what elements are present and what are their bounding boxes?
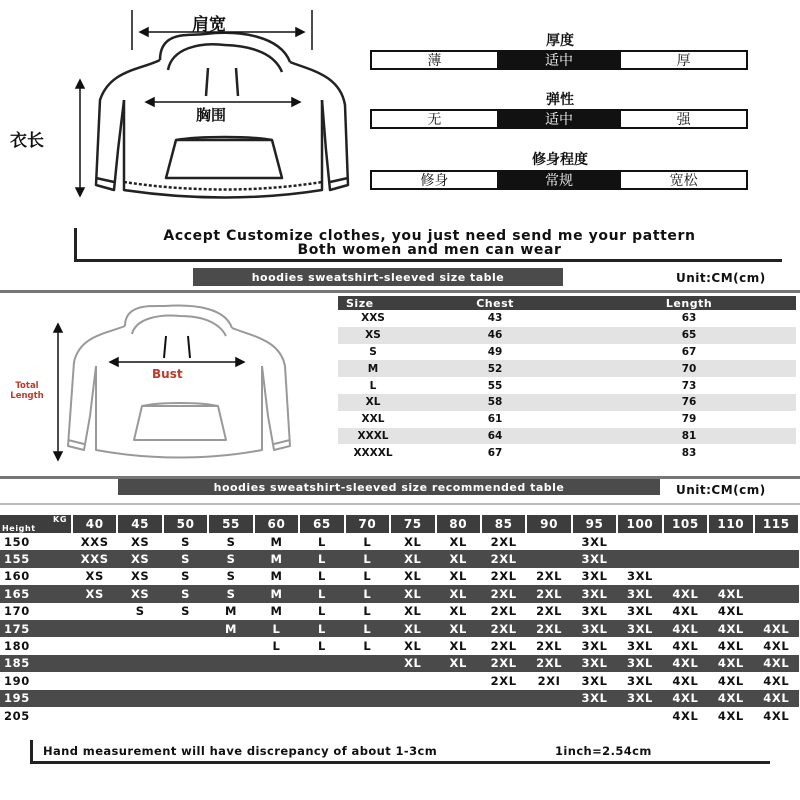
recommended-size-cell — [345, 707, 390, 724]
bust-label: Bust — [152, 367, 183, 381]
inch-conversion: 1inch=2.54cm — [555, 744, 652, 758]
recommended-size-cell: L — [345, 620, 390, 637]
recommended-size-cell — [72, 655, 117, 672]
recommended-size-cell: XL — [390, 533, 435, 550]
weight-header: 115 — [754, 515, 799, 533]
recommended-size-cell — [708, 533, 753, 550]
height-cell: 190 — [0, 672, 72, 689]
recommended-size-cell: 2XI — [526, 672, 571, 689]
recommended-size-cell: XS — [117, 550, 162, 567]
recommended-row — [0, 568, 799, 585]
recommended-size-cell — [526, 707, 571, 724]
recommended-size-cell: 2XL — [481, 533, 526, 550]
discrepancy-note: Hand measurement will have discrepancy of about 1-3cm — [43, 744, 438, 758]
recommended-size-cell — [572, 707, 617, 724]
size-table-header — [338, 296, 796, 310]
size-row — [338, 377, 796, 394]
elasticity-option-medium: 适中 — [497, 111, 622, 127]
recommended-size-cell: 2XL — [481, 550, 526, 567]
recommended-size-cell — [663, 550, 708, 567]
height-cell: 150 — [0, 533, 72, 550]
customize-notice — [74, 228, 782, 262]
recommended-row — [0, 690, 799, 707]
recommended-size-cell: M — [208, 620, 253, 637]
recommended-size-cell: XXS — [72, 550, 117, 567]
recommended-size-cell: S — [163, 585, 208, 602]
size-row — [338, 444, 796, 461]
recommended-size-cell — [345, 672, 390, 689]
recommended-size-cell — [436, 672, 481, 689]
length-cell: 76 — [582, 394, 796, 411]
length-header: Length — [582, 296, 796, 310]
recommended-size-cell: XL — [390, 637, 435, 654]
height-cell: 165 — [0, 585, 72, 602]
weight-header: 90 — [526, 515, 571, 533]
recommended-size-cell: 4XL — [708, 655, 753, 672]
recommended-size-cell: 3XL — [617, 603, 662, 620]
weight-header: 85 — [481, 515, 526, 533]
recommended-size-cell: 3XL — [572, 533, 617, 550]
recommended-size-cell: L — [299, 585, 344, 602]
recommended-size-cell: 2XL — [526, 568, 571, 585]
weight-header: 55 — [208, 515, 253, 533]
length-cell: 81 — [582, 428, 796, 445]
recommended-size-cell: 3XL — [572, 568, 617, 585]
recommended-size-cell: 3XL — [572, 585, 617, 602]
recommended-size-cell — [117, 690, 162, 707]
recommended-size-cell: 4XL — [663, 603, 708, 620]
recommended-size-cell — [163, 707, 208, 724]
recommended-size-cell: XS — [117, 533, 162, 550]
recommended-row — [0, 603, 799, 620]
recommended-size-cell — [526, 550, 571, 567]
length-cell: 73 — [582, 377, 796, 394]
recommended-size-cell — [754, 533, 799, 550]
recommended-size-cell — [72, 603, 117, 620]
corner-height-label: Height — [2, 524, 36, 533]
recommended-size-cell — [163, 672, 208, 689]
recommended-size-cell — [754, 568, 799, 585]
recommended-size-cell — [617, 550, 662, 567]
recommended-size-cell: 3XL — [617, 637, 662, 654]
recommended-size-cell — [72, 707, 117, 724]
recommended-size-cell: XL — [390, 568, 435, 585]
recommended-size-cell: XS — [72, 585, 117, 602]
recommended-size-cell — [72, 690, 117, 707]
size-row — [338, 360, 796, 377]
height-cell: 180 — [0, 637, 72, 654]
recommended-size-cell: XL — [436, 655, 481, 672]
recommended-size-cell — [72, 637, 117, 654]
recommended-size-cell: XL — [390, 603, 435, 620]
size-cell: XL — [338, 394, 408, 411]
recommended-size-cell: XL — [436, 620, 481, 637]
size-table — [338, 296, 796, 461]
recommended-size-cell: 3XL — [572, 603, 617, 620]
size-cell: M — [338, 360, 408, 377]
length-label: 衣长 — [10, 131, 44, 151]
weight-header: 45 — [117, 515, 162, 533]
recommended-size-cell: 2XL — [481, 603, 526, 620]
recommended-size-cell — [345, 655, 390, 672]
recommended-size-cell: S — [208, 533, 253, 550]
recommended-size-cell: 3XL — [572, 672, 617, 689]
size-row — [338, 411, 796, 428]
recommended-size-cell: 3XL — [572, 550, 617, 567]
recommended-size-cell — [254, 690, 299, 707]
recommended-size-cell: XL — [390, 620, 435, 637]
recommended-size-cell: 3XL — [617, 672, 662, 689]
recommended-size-cell — [117, 620, 162, 637]
fit-option-loose: 宽松 — [669, 173, 698, 189]
weight-header: 105 — [663, 515, 708, 533]
weight-header: 95 — [572, 515, 617, 533]
recommended-size-cell — [208, 672, 253, 689]
recommended-size-cell: 2XL — [481, 655, 526, 672]
recommended-size-cell — [617, 533, 662, 550]
recommended-size-cell: XXS — [72, 533, 117, 550]
recommended-size-cell: 3XL — [572, 655, 617, 672]
thickness-option-thick: 厚 — [676, 53, 691, 69]
recommended-size-cell: 2XL — [526, 603, 571, 620]
chest-cell: 55 — [408, 377, 582, 394]
recommended-size-cell: 4XL — [663, 620, 708, 637]
weight-header: 75 — [390, 515, 435, 533]
recommended-size-cell: XS — [72, 568, 117, 585]
recommended-size-cell: 4XL — [663, 585, 708, 602]
recommended-size-cell: 4XL — [754, 672, 799, 689]
height-cell: 195 — [0, 690, 72, 707]
thickness-scale — [370, 50, 748, 70]
chest-cell: 52 — [408, 360, 582, 377]
weight-header: 60 — [254, 515, 299, 533]
size-cell: XXXXL — [338, 444, 408, 461]
recommended-size-cell: 2XL — [481, 637, 526, 654]
recommended-size-cell: 4XL — [663, 655, 708, 672]
recommended-size-cell — [163, 637, 208, 654]
recommended-size-cell: 2XL — [481, 568, 526, 585]
thickness-option-medium: 适中 — [497, 52, 622, 68]
recommended-size-cell: S — [117, 603, 162, 620]
recommended-size-cell: XS — [117, 568, 162, 585]
chest-label: 胸围 — [196, 106, 227, 124]
section-divider-3 — [0, 503, 800, 505]
recommended-size-cell: S — [163, 603, 208, 620]
recommended-size-cell — [299, 707, 344, 724]
size-header: Size — [338, 296, 408, 310]
recommended-size-cell: 3XL — [617, 568, 662, 585]
fit-scale — [370, 170, 748, 190]
recommended-size-cell: 3XL — [572, 637, 617, 654]
recommended-size-cell: L — [345, 568, 390, 585]
recommended-size-cell: 4XL — [663, 690, 708, 707]
size-row — [338, 394, 796, 411]
recommended-size-cell: 4XL — [663, 637, 708, 654]
recommended-size-cell: XS — [117, 585, 162, 602]
height-cell: 155 — [0, 550, 72, 567]
notice-line-2: Both women and men can wear — [297, 242, 562, 258]
recommended-size-cell: 2XL — [481, 672, 526, 689]
elasticity-title: 弹性 — [546, 92, 574, 108]
recommended-size-cell: XL — [436, 533, 481, 550]
recommended-size-cell — [390, 672, 435, 689]
chest-cell: 43 — [408, 310, 582, 327]
recommended-row — [0, 585, 799, 602]
recommended-size-cell: 3XL — [617, 690, 662, 707]
recommended-size-cell: L — [299, 568, 344, 585]
size-cell: L — [338, 377, 408, 394]
recommended-table-unit: Unit:CM(cm) — [676, 483, 766, 497]
recommended-size-cell: XL — [436, 550, 481, 567]
recommended-row — [0, 637, 799, 654]
size-table-banner: hoodies sweatshirt-sleeved size table — [193, 268, 563, 286]
recommended-size-cell: 2XL — [481, 620, 526, 637]
chest-header: Chest — [408, 296, 582, 310]
recommended-size-cell: 2XL — [526, 637, 571, 654]
recommended-size-cell — [345, 690, 390, 707]
size-row — [338, 344, 796, 361]
weight-header: 50 — [163, 515, 208, 533]
chest-cell: 64 — [408, 428, 582, 445]
recommended-size-cell: XL — [436, 603, 481, 620]
recommended-size-cell: 2XL — [526, 655, 571, 672]
recommended-row — [0, 672, 799, 689]
recommended-size-cell: M — [254, 533, 299, 550]
recommended-size-cell: 2XL — [526, 620, 571, 637]
recommended-size-cell: 4XL — [754, 620, 799, 637]
recommended-size-cell — [663, 568, 708, 585]
recommended-size-cell — [72, 620, 117, 637]
chest-cell: 61 — [408, 411, 582, 428]
length-cell: 67 — [582, 344, 796, 361]
recommended-size-cell — [481, 707, 526, 724]
table-corner — [0, 515, 72, 533]
recommended-size-cell: S — [208, 568, 253, 585]
recommended-size-cell: M — [254, 550, 299, 567]
size-cell: XXS — [338, 310, 408, 327]
total-length-label: Total Length — [10, 381, 44, 401]
recommended-row — [0, 550, 799, 567]
recommended-size-cell: S — [163, 550, 208, 567]
recommended-size-cell: XL — [390, 550, 435, 567]
recommended-size-cell — [117, 672, 162, 689]
recommended-size-cell: M — [254, 568, 299, 585]
recommended-size-cell: XL — [436, 585, 481, 602]
recommended-row — [0, 620, 799, 637]
length-cell: 79 — [582, 411, 796, 428]
recommended-size-cell — [663, 533, 708, 550]
length-cell: 83 — [582, 444, 796, 461]
recommended-size-cell — [299, 690, 344, 707]
footer-note — [30, 740, 770, 764]
recommended-row — [0, 655, 799, 672]
recommended-size-cell: 3XL — [617, 655, 662, 672]
recommended-size-cell: 4XL — [708, 707, 753, 724]
shoulder-width-label: 肩宽 — [192, 15, 226, 35]
recommended-size-cell — [117, 655, 162, 672]
recommended-size-cell: L — [254, 637, 299, 654]
recommended-size-cell — [754, 603, 799, 620]
weight-header: 100 — [617, 515, 662, 533]
recommended-size-table — [0, 515, 800, 724]
recommended-size-cell — [436, 707, 481, 724]
recommended-size-cell: 4XL — [754, 637, 799, 654]
recommended-size-cell: 4XL — [754, 655, 799, 672]
recommended-size-cell: S — [163, 568, 208, 585]
length-cell: 70 — [582, 360, 796, 377]
recommended-size-cell: 2XL — [481, 585, 526, 602]
size-cell: S — [338, 344, 408, 361]
recommended-size-cell — [299, 672, 344, 689]
recommended-size-cell: L — [299, 637, 344, 654]
section-divider-1 — [0, 290, 800, 293]
recommended-size-cell — [481, 690, 526, 707]
recommended-size-cell: L — [299, 533, 344, 550]
recommended-size-cell — [208, 637, 253, 654]
recommended-size-cell: L — [345, 637, 390, 654]
recommended-size-cell: L — [299, 603, 344, 620]
recommended-size-cell: 4XL — [754, 707, 799, 724]
recommended-size-cell — [117, 707, 162, 724]
recommended-row — [0, 533, 799, 550]
elasticity-option-strong: 强 — [676, 112, 691, 128]
height-cell: 185 — [0, 655, 72, 672]
height-cell: 170 — [0, 603, 72, 620]
size-row — [338, 310, 796, 327]
recommended-size-cell — [617, 707, 662, 724]
recommended-size-cell: S — [208, 585, 253, 602]
recommended-size-cell — [526, 690, 571, 707]
length-cell: 63 — [582, 310, 796, 327]
recommended-size-cell: XL — [436, 568, 481, 585]
recommended-size-cell: L — [299, 620, 344, 637]
recommended-size-cell — [254, 707, 299, 724]
recommended-size-cell: L — [345, 585, 390, 602]
recommended-size-cell: 3XL — [572, 620, 617, 637]
notice-line-1: Accept Customize clothes, you just need send me your pattern — [163, 228, 696, 244]
recommended-size-cell — [208, 690, 253, 707]
weight-header: 110 — [708, 515, 753, 533]
recommended-size-cell: S — [163, 533, 208, 550]
size-cell: XS — [338, 327, 408, 344]
recommended-size-cell: 4XL — [708, 603, 753, 620]
size-table-unit: Unit:CM(cm) — [676, 271, 766, 285]
recommended-size-cell: 3XL — [572, 690, 617, 707]
recommended-size-cell: L — [345, 533, 390, 550]
height-cell: 205 — [0, 707, 72, 724]
chest-cell: 67 — [408, 444, 582, 461]
recommended-size-cell: L — [299, 550, 344, 567]
recommended-size-cell — [526, 533, 571, 550]
recommended-size-cell: L — [345, 603, 390, 620]
fit-option-regular: 常规 — [497, 172, 622, 188]
elasticity-option-none: 无 — [427, 112, 442, 128]
recommended-size-cell — [436, 690, 481, 707]
recommended-row — [0, 707, 799, 724]
recommended-size-cell — [208, 707, 253, 724]
fit-option-slim: 修身 — [420, 173, 449, 189]
recommended-size-cell: 4XL — [663, 672, 708, 689]
corner-kg-label: KG — [53, 515, 67, 524]
recommended-size-cell — [163, 690, 208, 707]
size-cell: XXL — [338, 411, 408, 428]
recommended-size-cell: M — [254, 603, 299, 620]
elasticity-scale — [370, 109, 748, 129]
recommended-size-cell: 4XL — [708, 637, 753, 654]
recommended-size-cell — [117, 637, 162, 654]
fit-title: 修身程度 — [532, 152, 588, 168]
recommended-size-cell — [754, 585, 799, 602]
recommended-size-cell — [390, 707, 435, 724]
recommended-size-cell: XL — [390, 585, 435, 602]
recommended-size-cell: 4XL — [754, 690, 799, 707]
weight-header: 65 — [299, 515, 344, 533]
height-cell: 175 — [0, 620, 72, 637]
recommended-size-cell — [163, 620, 208, 637]
recommended-size-cell: XL — [436, 637, 481, 654]
chest-cell: 49 — [408, 344, 582, 361]
recommended-size-cell — [254, 655, 299, 672]
recommended-size-cell: XL — [390, 655, 435, 672]
recommended-size-cell: 2XL — [526, 585, 571, 602]
recommended-size-cell — [163, 655, 208, 672]
recommended-header-row — [0, 515, 799, 533]
recommended-size-cell — [708, 568, 753, 585]
recommended-size-cell: S — [208, 550, 253, 567]
weight-header: 70 — [345, 515, 390, 533]
recommended-size-cell: 3XL — [617, 620, 662, 637]
recommended-size-cell — [754, 550, 799, 567]
size-row — [338, 428, 796, 445]
recommended-size-cell: 4XL — [708, 672, 753, 689]
length-cell: 65 — [582, 327, 796, 344]
recommended-size-cell: 4XL — [708, 585, 753, 602]
recommended-table-banner: hoodies sweatshirt-sleeved size recommended table — [118, 479, 660, 495]
recommended-size-cell — [208, 655, 253, 672]
size-cell: XXXL — [338, 428, 408, 445]
chest-cell: 46 — [408, 327, 582, 344]
thickness-option-thin: 薄 — [427, 53, 442, 69]
weight-header: 80 — [436, 515, 481, 533]
thickness-title: 厚度 — [546, 33, 574, 49]
height-cell: 160 — [0, 568, 72, 585]
size-row — [338, 327, 796, 344]
recommended-size-cell — [72, 672, 117, 689]
weight-header: 40 — [72, 515, 117, 533]
recommended-size-cell: M — [208, 603, 253, 620]
recommended-size-cell: L — [254, 620, 299, 637]
hoodie-measure-diagram — [0, 0, 360, 215]
recommended-size-cell — [708, 550, 753, 567]
chest-cell: 58 — [408, 394, 582, 411]
recommended-size-cell — [254, 672, 299, 689]
recommended-size-cell: 4XL — [708, 690, 753, 707]
recommended-size-cell: 4XL — [708, 620, 753, 637]
recommended-size-cell: M — [254, 585, 299, 602]
recommended-size-cell — [299, 655, 344, 672]
recommended-size-cell: 4XL — [663, 707, 708, 724]
recommended-size-cell — [390, 690, 435, 707]
recommended-size-cell: 3XL — [617, 585, 662, 602]
recommended-size-cell: L — [345, 550, 390, 567]
